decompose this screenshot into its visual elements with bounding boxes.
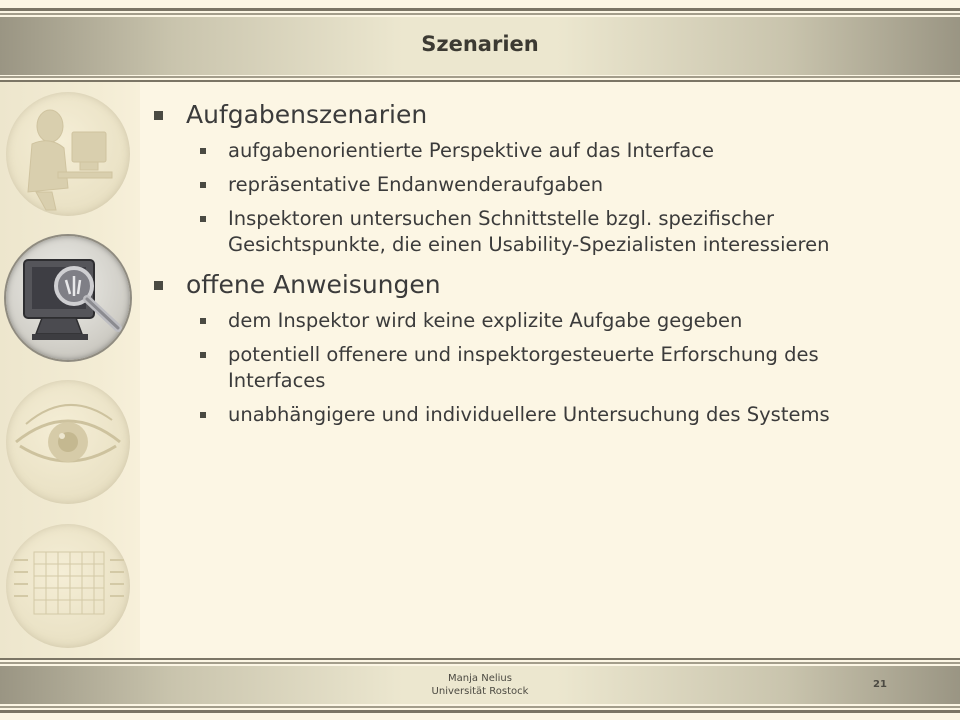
- bullet-item-text: Inspektoren untersuchen Schnittstelle bzgl. spezifischer Gesichtspunkte, die einen Usability-Spezialisten interessieren: [228, 207, 830, 256]
- bullet-heading: [150, 268, 920, 302]
- footer-institution: Universität Rostock: [431, 686, 529, 697]
- slide-title: Szenarien: [421, 32, 539, 56]
- header-rule: [0, 80, 960, 82]
- bullet-item: [150, 342, 920, 394]
- header-rule: [0, 13, 960, 15]
- bullet-item: [150, 138, 920, 164]
- slide-content: [150, 98, 920, 428]
- image-column: [0, 82, 140, 660]
- number-grid-icon: [6, 524, 130, 648]
- bullet-item: [150, 206, 920, 258]
- bullet-heading: [150, 98, 920, 132]
- square-bullet-icon: [154, 111, 163, 120]
- person-at-computer-icon: [6, 92, 130, 216]
- bullet-item-text: potentiell offenere und inspektorgesteuerte Erforschung des Interfaces: [228, 343, 819, 392]
- square-bullet-icon: [200, 216, 206, 222]
- bullet-item: [150, 172, 920, 198]
- footer-rule: [0, 662, 960, 664]
- square-bullet-icon: [200, 318, 206, 324]
- bullet-item-text: repräsentative Endanwenderaufgaben: [228, 173, 604, 196]
- eye-icon: [6, 380, 130, 504]
- bullet-heading-text: Aufgabenszenarien: [186, 100, 428, 129]
- bullet-item-text: unabhängigere und individuellere Untersuchung des Systems: [228, 403, 830, 426]
- footer-rule: [0, 706, 960, 708]
- footer-rule: [0, 710, 960, 713]
- header-rule: [0, 76, 960, 78]
- bullet-item: [150, 402, 920, 428]
- page-number: 21: [873, 679, 887, 690]
- monitor-magnifier-icon: [6, 236, 130, 360]
- bullet-item-text: dem Inspektor wird keine explizite Aufgabe gegeben: [228, 309, 743, 332]
- square-bullet-icon: [200, 182, 206, 188]
- square-bullet-icon: [200, 148, 206, 154]
- square-bullet-icon: [200, 352, 206, 358]
- footer-credit: [330, 672, 630, 698]
- square-bullet-icon: [154, 281, 163, 290]
- bullet-item-text: aufgabenorientierte Perspektive auf das Interface: [228, 139, 714, 162]
- bullet-heading-text: offene Anweisungen: [186, 270, 441, 299]
- square-bullet-icon: [200, 412, 206, 418]
- header-rule: [0, 8, 960, 11]
- bullet-item: [150, 308, 920, 334]
- footer-author: Manja Nelius: [448, 673, 512, 684]
- footer-rule: [0, 658, 960, 660]
